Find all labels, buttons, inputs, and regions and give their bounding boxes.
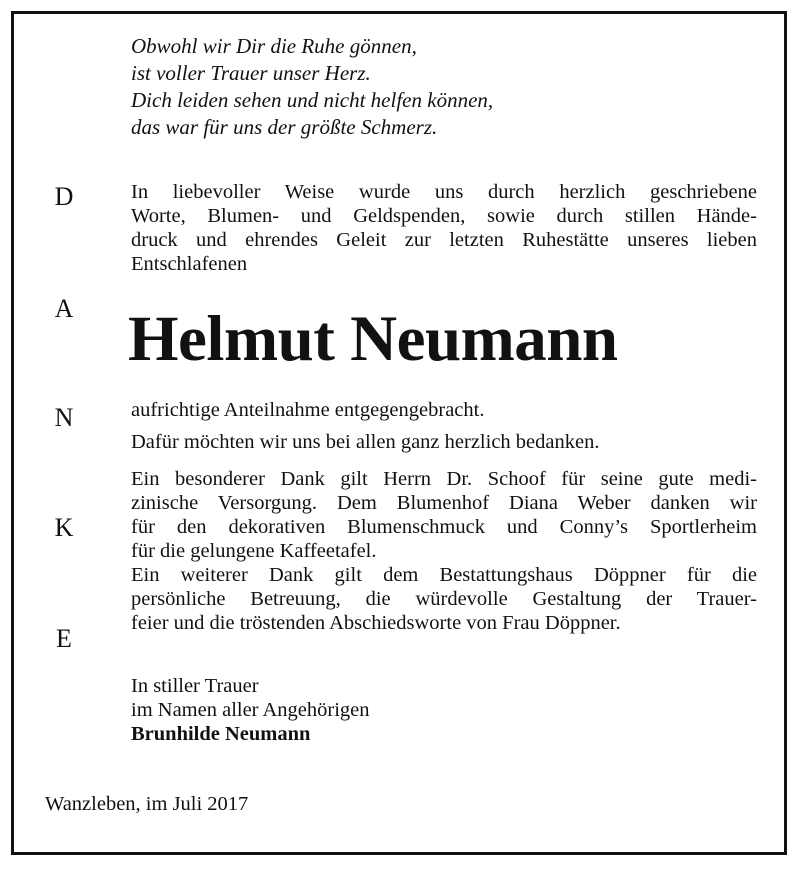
signature-block: [131, 674, 370, 746]
body-line: Dafür möchten wir uns bei allen ganz herzlich bedanken.: [131, 431, 600, 453]
danke-letter: N: [54, 403, 74, 432]
intro-line: In liebevoller Weise wurde uns durch herzlich geschriebene: [131, 181, 757, 203]
place-date: Wanzleben, im Juli 2017: [45, 793, 249, 815]
danke-letter: K: [54, 513, 74, 542]
danke-letter: E: [56, 624, 72, 653]
danke-letter: D: [54, 182, 74, 211]
intro-line: druck und ehrendes Geleit zur letzten Ruhestätte unseres lieben: [131, 229, 757, 251]
thanks-paragraph-1: [131, 398, 757, 422]
body-line: zinische Versorgung. Dem Blumenhof Diana Weber danken wir: [131, 492, 757, 514]
deceased-name: Helmut Neumann: [128, 303, 618, 375]
body-line: Ein besonderer Dank gilt Herrn Dr. Schoof für seine gute medi-: [131, 468, 757, 490]
intro-line: Worte, Blumen- und Geldspenden, sowie durch stillen Hände-: [131, 205, 757, 227]
intro-line: Entschlafenen: [131, 253, 248, 275]
signer-name: Brunhilde Neumann: [131, 723, 311, 745]
signature-line: In stiller Trauer: [131, 675, 259, 697]
thanks-paragraph-3: [131, 467, 757, 563]
body-line: für den dekorativen Blumenschmuck und Conny’s Sportlerheim: [131, 516, 757, 538]
poem-line: Dich leiden sehen und nicht helfen können,: [131, 88, 494, 112]
danke-letter: A: [54, 294, 74, 323]
signature-line: im Namen aller Angehörigen: [131, 699, 370, 721]
poem-line: ist voller Trauer unser Herz.: [131, 61, 371, 85]
body-line: feier und die tröstenden Abschiedsworte von Frau Döppner.: [131, 612, 621, 634]
body-line: für die gelungene Kaffeetafel.: [131, 540, 377, 562]
body-line: persönliche Betreuung, die würdevolle Gestaltung der Trauer-: [131, 588, 757, 610]
thanks-paragraph-2: [131, 430, 757, 454]
poem-line: das war für uns der größte Schmerz.: [131, 115, 438, 139]
thanks-paragraph-4: [131, 563, 757, 635]
body-line: Ein weiterer Dank gilt dem Bestattungshaus Döppner für die: [131, 564, 757, 586]
intro-paragraph: [131, 180, 757, 276]
poem-line: Obwohl wir Dir die Ruhe gönnen,: [131, 34, 417, 58]
memorial-poem: [131, 33, 493, 141]
body-line: aufrichtige Anteilnahme entgegengebracht.: [131, 399, 485, 421]
